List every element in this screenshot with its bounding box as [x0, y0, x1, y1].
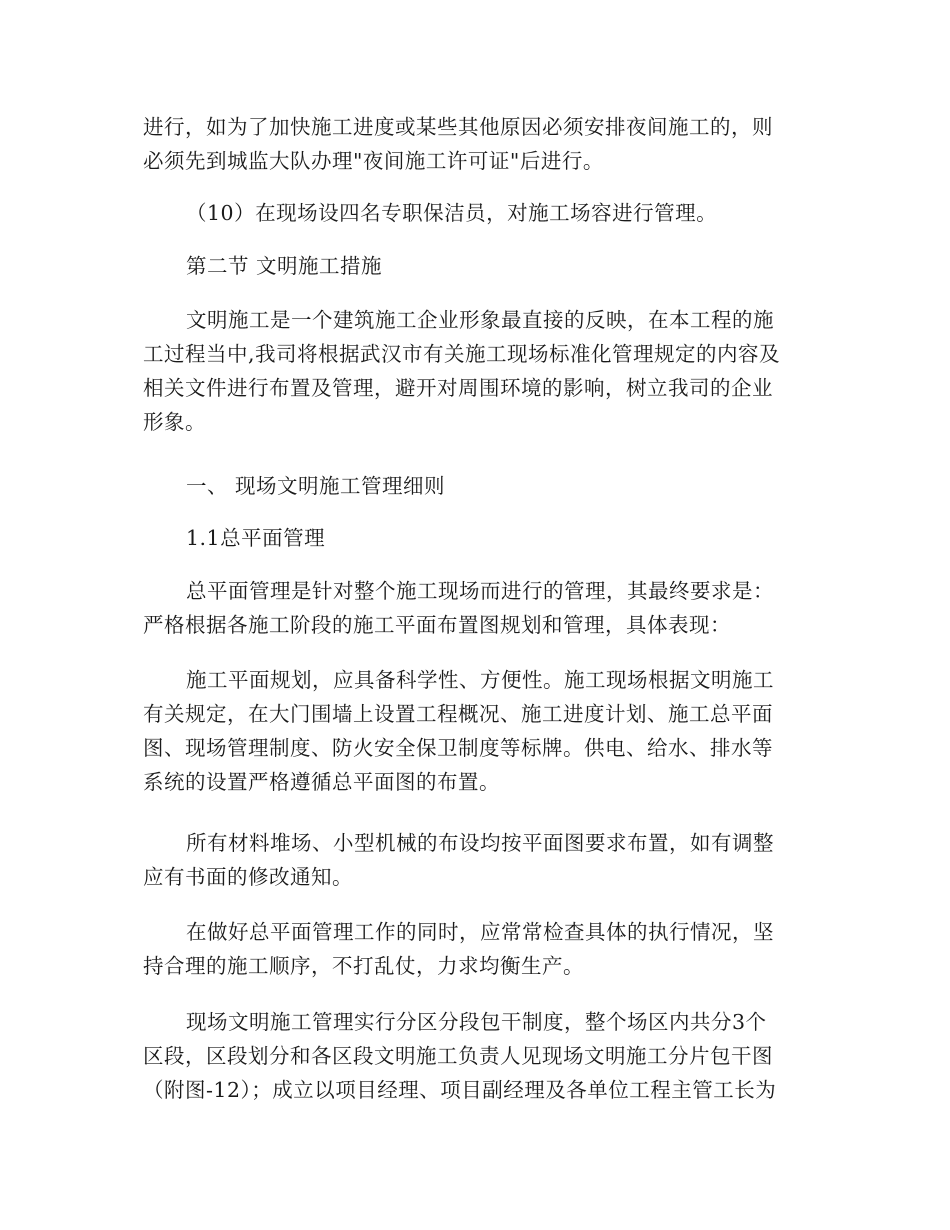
paragraph-line: （10）在现场设四名专职保洁员，对施工场容进行管理。 — [186, 201, 718, 225]
paragraph-line: 系统的设置严格遵循总平面图的布置。 — [143, 770, 500, 794]
paragraph-line: 图、现场管理制度、防火安全保卫制度等标牌。供电、给水、排水等 — [143, 736, 773, 760]
paragraph-line: 形象。 — [143, 410, 206, 434]
paragraph-continuation — [143, 110, 807, 178]
paragraph-line: 持合理的施工顺序，不打乱仗，力求均衡生产。 — [143, 954, 584, 978]
subsection-heading — [143, 469, 807, 503]
paragraph-line: 所有材料堆场、小型机械的布设均按平面图要求布置，如有调整 — [186, 831, 774, 855]
section-title: 第二节 文明施工措施 — [186, 254, 383, 278]
paragraph-plan-layout — [143, 663, 807, 799]
paragraph-line: 施工平面规划，应具备科学性、方便性。施工现场根据文明施工 — [186, 668, 774, 692]
paragraph-inspection — [143, 915, 807, 983]
paragraph-cleaning-staff — [143, 196, 807, 230]
paragraph-line: 区段，区段划分和各区段文明施工负责人见现场文明施工分片包干图 — [143, 1044, 773, 1068]
subsection-title: 一、 现场文明施工管理细则 — [186, 474, 446, 498]
paragraph-line: 工过程当中,我司将根据武汉市有关施工现场标准化管理规定的内容及 — [143, 342, 781, 366]
paragraph-materials — [143, 826, 807, 894]
paragraph-line: 文明施工是一个建筑施工企业形象最直接的反映，在本工程的施 — [186, 308, 774, 332]
section-heading — [143, 249, 807, 283]
paragraph-line: 必须先到城监大队办理"夜间施工许可证"后进行。 — [143, 149, 604, 173]
paragraph-line: 总平面管理是针对整个施工现场而进行的管理，其最终要求是： — [186, 579, 774, 603]
paragraph-general-plan — [143, 574, 807, 642]
paragraph-line: 进行，如为了加快施工进度或某些其他原因必须安排夜间施工的，则 — [143, 115, 773, 139]
subsubsection-title: 1.1总平面管理 — [186, 526, 326, 550]
paragraph-line: 在做好总平面管理工作的同时，应常常检查具体的执行情况，坚 — [186, 920, 774, 944]
paragraph-zoning — [143, 1005, 807, 1107]
paragraph-line: 严格根据各施工阶段的施工平面布置图规划和管理，具体表现： — [143, 613, 731, 637]
subsubsection-heading — [143, 521, 807, 555]
paragraph-line: 相关文件进行布置及管理，避开对周围环境的影响，树立我司的企业 — [143, 376, 773, 400]
paragraph-line: 现场文明施工管理实行分区分段包干制度，整个场区内共分3个 — [186, 1010, 767, 1034]
paragraph-line: （附图-12）；成立以项目经理、项目副经理及各单位工程主管工长为 — [143, 1078, 777, 1102]
paragraph-intro — [143, 303, 807, 439]
paragraph-line: 应有书面的修改通知。 — [143, 865, 353, 889]
paragraph-line: 有关规定，在大门围墙上设置工程概况、施工进度计划、施工总平面 — [143, 702, 773, 726]
